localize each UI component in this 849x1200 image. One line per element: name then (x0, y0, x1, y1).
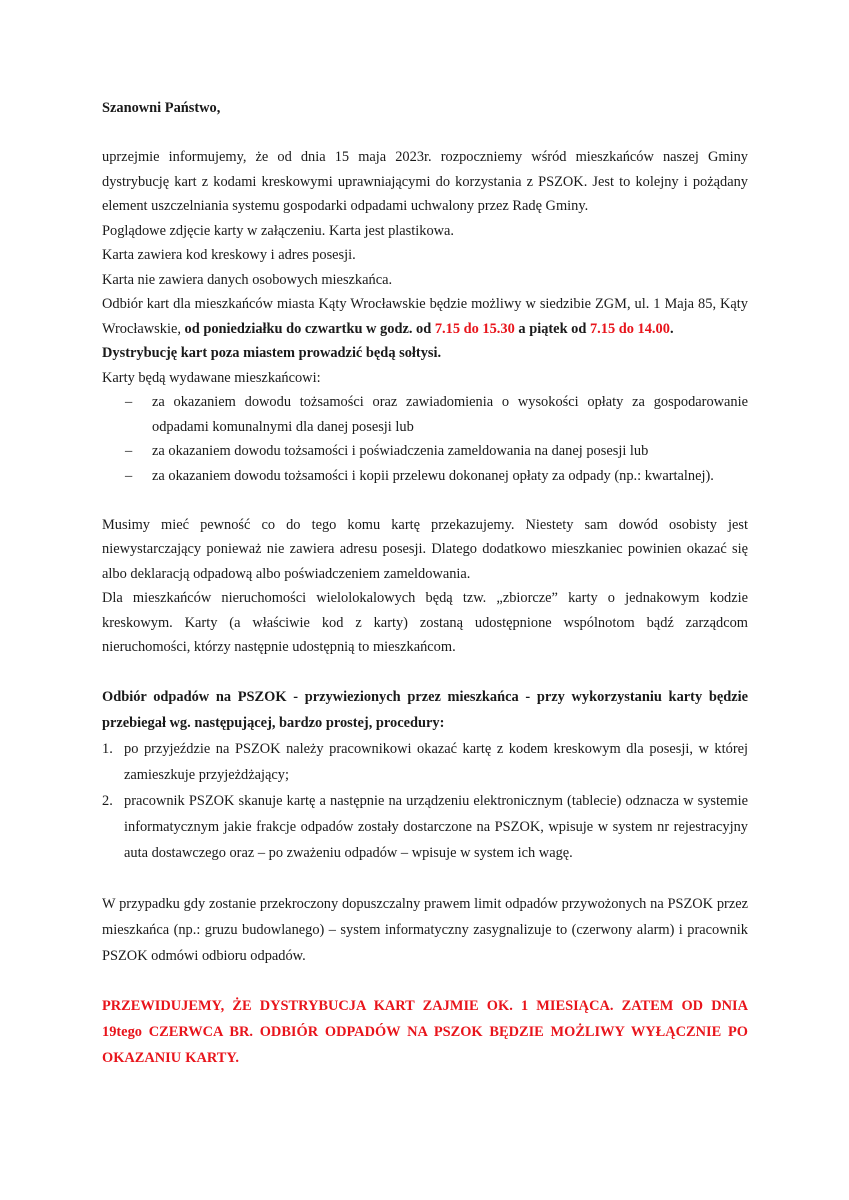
card-barcode-line: Karta zawiera kod kreskowy i adres posesji. (102, 247, 356, 263)
salutation: Szanowni Państwo, (102, 100, 221, 116)
pickup-paragraph (102, 292, 748, 341)
soltysi-line: Dystrybucję kart poza miastem prowadzić będą sołtysi. (102, 345, 442, 361)
dash-marker: – (125, 443, 133, 459)
issued-intro: Karty będą wydawane mieszkańcowi: (102, 369, 321, 386)
document-page (102, 96, 748, 1071)
card-no-personal-data-line: Karta nie zawiera danych osobowych mieszkańca. (102, 271, 393, 288)
list-item-text: za okazaniem dowodu tożsamości i poświadczenia zameldowania na danej posesji lub (152, 443, 649, 459)
procedure-steps (102, 736, 748, 866)
pickup-days-fri: a piątek od (514, 320, 590, 337)
multi-unit-paragraph: Dla mieszkańców nieruchomości wielolokalowych będą tzw. „zbiorcze” karty o jednakowym kodzie kreskowym. Karty (a właściwie kod z karty) zostaną udostępnione wspólnotom bądź zarządcom nieruchomości, którzy następnie udostępnią to mieszkańcom. (102, 590, 748, 655)
step-number: 2. (102, 793, 113, 809)
certainty-paragraph: Musimy mieć pewność co do tego komu kartę przekazujemy. Niestety sam dowód osobisty jest niewystarczający ponieważ nie zawiera adresu posesji. Dlatego dodatkowo mieszkaniec powinien okazać się albo deklaracją odpadową albo poświadczeniem zameldowania. (102, 516, 748, 582)
step-text: pracownik PSZOK skanuje kartę a następnie na urządzeniu elektronicznym (tablecie) odznacza w systemie informatycznym jakie frakcje odpadów zostały dostarczone na PSZOK, wpisuje w system nr rejestracyjny auta dostawczego oraz – po zważeniu odpadów – wpisuje w system ich wagę. (124, 793, 748, 861)
list-item (102, 788, 748, 866)
pickup-days-mon-thu: od poniedziałku do czwartku w godz. od (184, 320, 435, 337)
list-item-text: za okazaniem dowodu tożsamości oraz zawiadomienia o wysokości opłaty za gospodarowanie odpadami komunalnymi dla danej posesji lub (152, 394, 748, 435)
card-photo-line: Poglądowe zdjęcie karty w załączeniu. Karta jest plastikowa. (102, 222, 455, 239)
dash-marker: – (125, 467, 133, 484)
procedure-heading: Odbiór odpadów na PSZOK - przywiezionych przez mieszkańca - przy wykorzystaniu karty będzie przebiegał wg. następującej, bardzo prostej, procedury: (102, 689, 748, 731)
spacer (102, 488, 748, 513)
list-item (102, 390, 748, 439)
pickup-end: . (669, 320, 674, 337)
pickup-hours-fri: 7.15 do 14.00 (589, 320, 670, 337)
distribution-notice: PRZEWIDUJEMY, ŻE DYSTRYBUCJA KART ZAJMIE OK. 1 MIESIĄCA. ZATEM OD DNIA 19tego CZERWCA BR. ODBIÓR ODPADÓW NA PSZOK BĘDZIE MOŻLIWY WYŁĄCZNIE PO OKAZANIU KARTY. (102, 998, 748, 1066)
limit-paragraph: W przypadku gdy zostanie przekroczony dopuszczalny prawem limit odpadów przywożonych na PSZOK przez mieszkańca (np.: gruzu budowlanego) – system informatyczny zasygnalizuje to (czerwony alarm) i pracownik PSZOK odmówi odbioru odpadów. (102, 895, 748, 964)
list-item (102, 464, 748, 489)
spacer (102, 969, 748, 994)
step-number: 1. (102, 741, 113, 757)
spacer (102, 121, 748, 146)
list-item (102, 736, 748, 788)
conditions-list (102, 390, 748, 488)
spacer (102, 660, 748, 685)
list-item-text: za okazaniem dowodu tożsamości i kopii przelewu dokonanej opłaty za odpady (np.: kwartalnej). (152, 467, 714, 484)
step-text: po przyjeździe na PSZOK należy pracownikowi okazać kartę z kodem kreskowym dla posesji, w której zamieszkuje przyjeżdżający; (124, 741, 748, 783)
dash-marker: – (125, 394, 133, 410)
pickup-location: Odbiór kart dla mieszkańców miasta Kąty Wrocławskie będzie możliwy w siedzibie ZGM, ul. 1 Maja 85, Kąty Wrocławskie, (102, 296, 748, 337)
pickup-hours-mon-thu: 7.15 do 15.30 (434, 320, 515, 337)
spacer (102, 866, 748, 891)
list-item (102, 439, 748, 464)
intro-paragraph: uprzejmie informujemy, że od dnia 15 maja 2023r. rozpoczniemy wśród mieszkańców naszej Gminy dystrybucję kart z kodami kreskowymi uprawniającymi do korzystania z PSZOK. Jest to kolejny i pożądany element uszczelniania systemu gospodarki odpadami uchwalony przez Radę Gminy. (102, 149, 748, 214)
